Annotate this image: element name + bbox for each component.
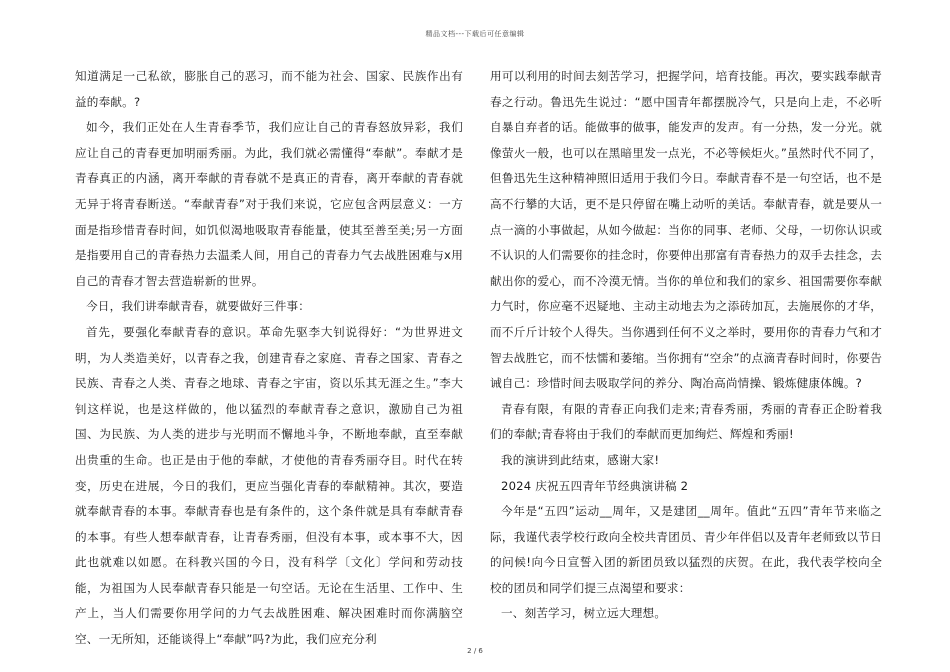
left-column bbox=[75, 64, 463, 653]
paragraph: 青春有限，有限的青春正向我们走来;青春秀丽，秀丽的青春正企盼着我们的奉献;青春将由于我们的奉献而更加绚烂、辉煌和秀丽! bbox=[490, 401, 882, 442]
paragraph: 如今，我们正处在人生青春季节，我们应让自己的青春怒放异彩，我们应让自己的青春更加明丽秀丽。为此，我们就必需懂得“奉献”。奉献才是青春真正的内涵，离开奉献的青春就不是真正的青春，离开奉献的青春就无异于将青春断送。“奉献青春”对于我们来说，它应包含两层意义：一方面是指珍惜青春时间，如饥似渴地吸取青春能量，使其至善至美;另一方面是指要用自己的青春热力去温柔人间，用自己的青春力气去战胜困难与x用自己的青春才智去营造崭新的世界。 bbox=[75, 120, 463, 288]
paragraph: 今日，我们讲奉献青春，就要做好三件事： bbox=[86, 299, 311, 314]
page-number: 2 / 6 bbox=[467, 647, 483, 655]
paragraph: 首先，要强化奉献青春的意识。革命先驱李大钊说得好：“为世界进文明，为人类造美好，以青春之我，创建青春之家庭、青春之国家、青春之民族、青春之人类、青春之地球、青春之宇宙，资以乐其无涯之生。”李大钊这样说，也是这样做的，他以猛烈的奉献青春之意识，激励自己为祖国、为民族、为人类的进步与光明而不懈地斗争，不断地奉献，直至奉献出贵重的生命。也正是由于他的奉献，才使他的青春秀丽夺目。时代在转变，历史在进展，今日的我们，更应当强化青春的奉献精神。其次，要造就奉献青春的本事。奉献青春也是有条件的，这个条件就是具有奉献青春的本事。有些人想奉献青春，让青春秀丽，但没有本事，或本事不大，因此也就难以如愿。在科教兴国的今日，没有科学〔文化〕学问和劳动技能，为祖国为人民奉献青春只能是一句空话。无论在生活里、工作中、生产上，当人们需要你用学问的力气去战胜困难、解决困难时而你满脑空空、一无所知，还能谈得上“奉献”吗?为此，我们应充分利 bbox=[75, 324, 463, 647]
paragraph: 一、刻苦学习，树立远大理想。 bbox=[501, 606, 667, 621]
right-column bbox=[490, 64, 882, 627]
page-header: 精品文档---下载后可任意编辑 bbox=[425, 30, 525, 38]
paragraph: 知道满足一己私欲，膨胀自己的恶习，而不能为社会、国家、民族作出有益的奉献。? bbox=[75, 69, 463, 109]
paragraph: 我的演讲到此结束，感谢大家! bbox=[501, 452, 660, 467]
paragraph: 今年是“五四”运动__周年，又是建团__周年。值此“五四”青年节来临之际，我谨代表学校行政向全校共青团员、青少年伴侣以及青年老师致以节日的问候!向今日宣誓入团的新团员致以猛烈的庆贺。在此，我代表学校向全校的团员和同学们提三点渴望和要求： bbox=[490, 504, 882, 595]
paragraph: 用可以利用的时间去刻苦学习，把握学问，培育技能。再次，要实践奉献青春之行动。鲁迅先生说过：“愿中国青年都摆脱冷气，只是向上走，不必听自暴自弃者的话。能做事的做事，能发声的发声。有一分热，发一分光。就像萤火一般，也可以在黑暗里发一点光，不必等候炬火。”虽然时代不同了，但鲁迅先生这种精神照旧适用于我们今日。奉献青春不是一句空话，也不是高不行攀的大话，更不是只停留在嘴上动听的美话。奉献青春，就是要从一点一滴的小事做起，从如今做起：当你的同事、老师、父母，一切你认识或不认识的人们需要你的挂念时，你要伸出那富有青春热力的双手去挂念，去献出你的爱心，而不冷漠无情。当你的单位和我们的家乡、祖国需要你奉献力气时，你应毫不迟疑地、主动主动地去为之添砖加瓦，去施展你的才华，而不斤斤计较个人得失。当你遇到任何不义之举时，要用你的青春力气和才智去战胜它，而不怯懦和萎缩。当你拥有“空余”的点滴青春时间时，你要告诫自己：珍惜时间去吸取学问的养分、陶冶高尚情操、锻炼健康体魄。? bbox=[490, 69, 882, 391]
section-heading: 2024 庆祝五四青年节经典演讲稿 2 bbox=[501, 478, 689, 493]
